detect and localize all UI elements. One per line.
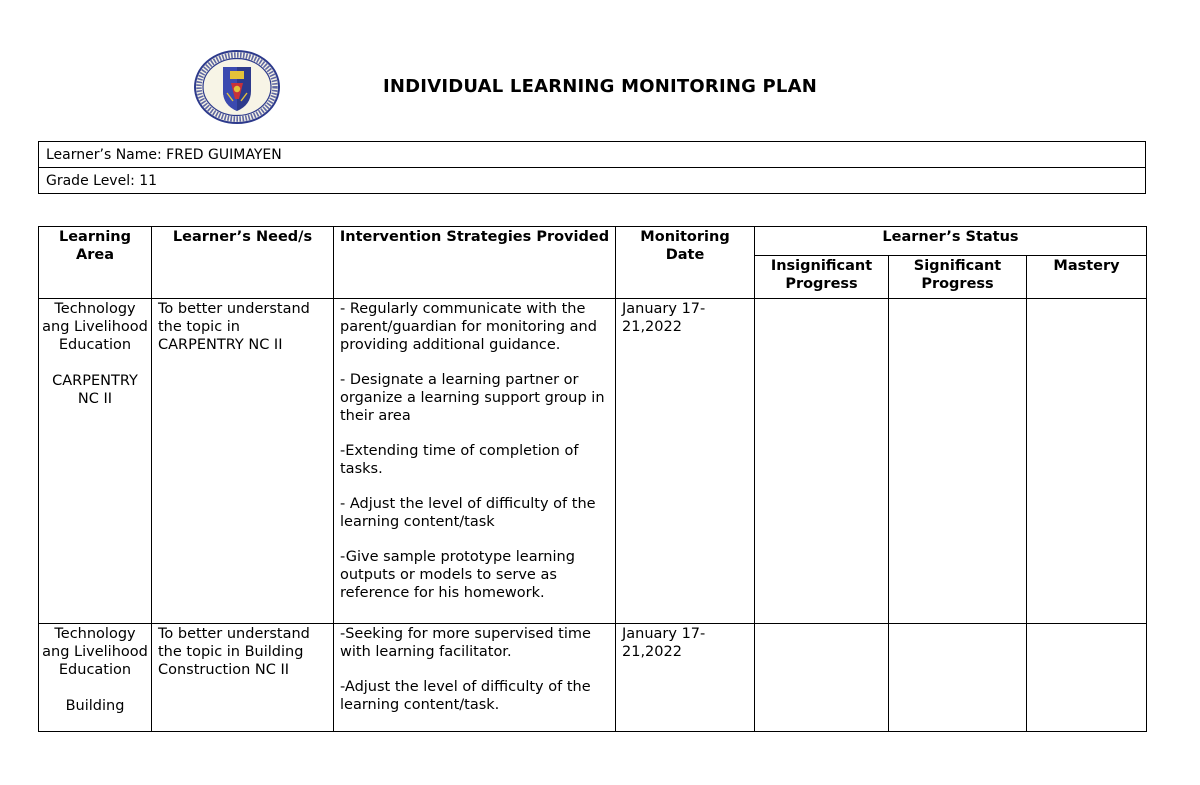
learner-name: Learner’s Name: FRED GUIMAYEN: [39, 142, 1146, 168]
header-mastery: Mastery: [1027, 256, 1147, 299]
table-row: [39, 299, 1147, 624]
strategy-item: - Adjust the level of difficulty of the learning content/task: [340, 496, 596, 530]
intervention-strategies-cell: [334, 299, 616, 624]
strategy-item: -Extending time of completion of tasks.: [340, 443, 579, 477]
strategy-item: - Regularly communicate with the parent/guardian for monitoring and providing additional guidance.: [340, 301, 597, 353]
significant-progress-cell: [889, 299, 1027, 624]
table-row: [39, 624, 1147, 732]
significant-progress-cell: [889, 624, 1027, 732]
header-learner-status: Learner’s Status: [755, 227, 1147, 256]
page-title: INDIVIDUAL LEARNING MONITORING PLAN: [383, 76, 817, 97]
learning-area-subject: Building: [65, 698, 125, 714]
header-intervention-strategies: Intervention Strategies Provided: [334, 227, 616, 299]
strategy-item: -Give sample prototype learning outputs or models to serve as reference for his homework.: [340, 549, 575, 601]
intervention-strategies-cell: [334, 624, 616, 732]
strategy-item: -Adjust the level of difficulty of the learning content/task.: [340, 679, 591, 713]
insignificant-progress-cell: [755, 299, 889, 624]
insignificant-progress-cell: [755, 624, 889, 732]
learner-need-cell: To better understand the topic in Building Construction NC II: [152, 624, 334, 732]
header-significant-progress: Significant Progress: [889, 256, 1027, 299]
learner-info-table: [38, 141, 1146, 194]
learning-area-subject: CARPENTRY NC II: [52, 373, 138, 407]
learning-area-cell: [39, 299, 152, 624]
header-insignificant-progress: Insignificant Progress: [755, 256, 889, 299]
strategy-item: - Designate a learning partner or organize a learning support group in their area: [340, 372, 605, 424]
strategy-item: -Seeking for more supervised time with learning facilitator.: [340, 626, 591, 660]
learner-need-cell: To better understand the topic in CARPENTRY NC II: [152, 299, 334, 624]
monitoring-plan-table: [38, 226, 1147, 732]
learning-area-cell: [39, 624, 152, 732]
grade-level: Grade Level: 11: [39, 168, 1146, 194]
header-learning-area: Learning Area: [39, 227, 152, 299]
header-monitoring-date: Monitoring Date: [616, 227, 755, 299]
monitoring-date-cell: January 17-21,2022: [616, 624, 755, 732]
monitoring-date-cell: January 17-21,2022: [616, 299, 755, 624]
deped-seal-logo: [193, 49, 281, 125]
learning-area-text: Technology ang Livelihood Education: [42, 301, 148, 353]
mastery-cell: [1027, 299, 1147, 624]
mastery-cell: [1027, 624, 1147, 732]
learning-area-text: Technology ang Livelihood Education: [42, 626, 148, 678]
header-learner-needs: Learner’s Need/s: [152, 227, 334, 299]
